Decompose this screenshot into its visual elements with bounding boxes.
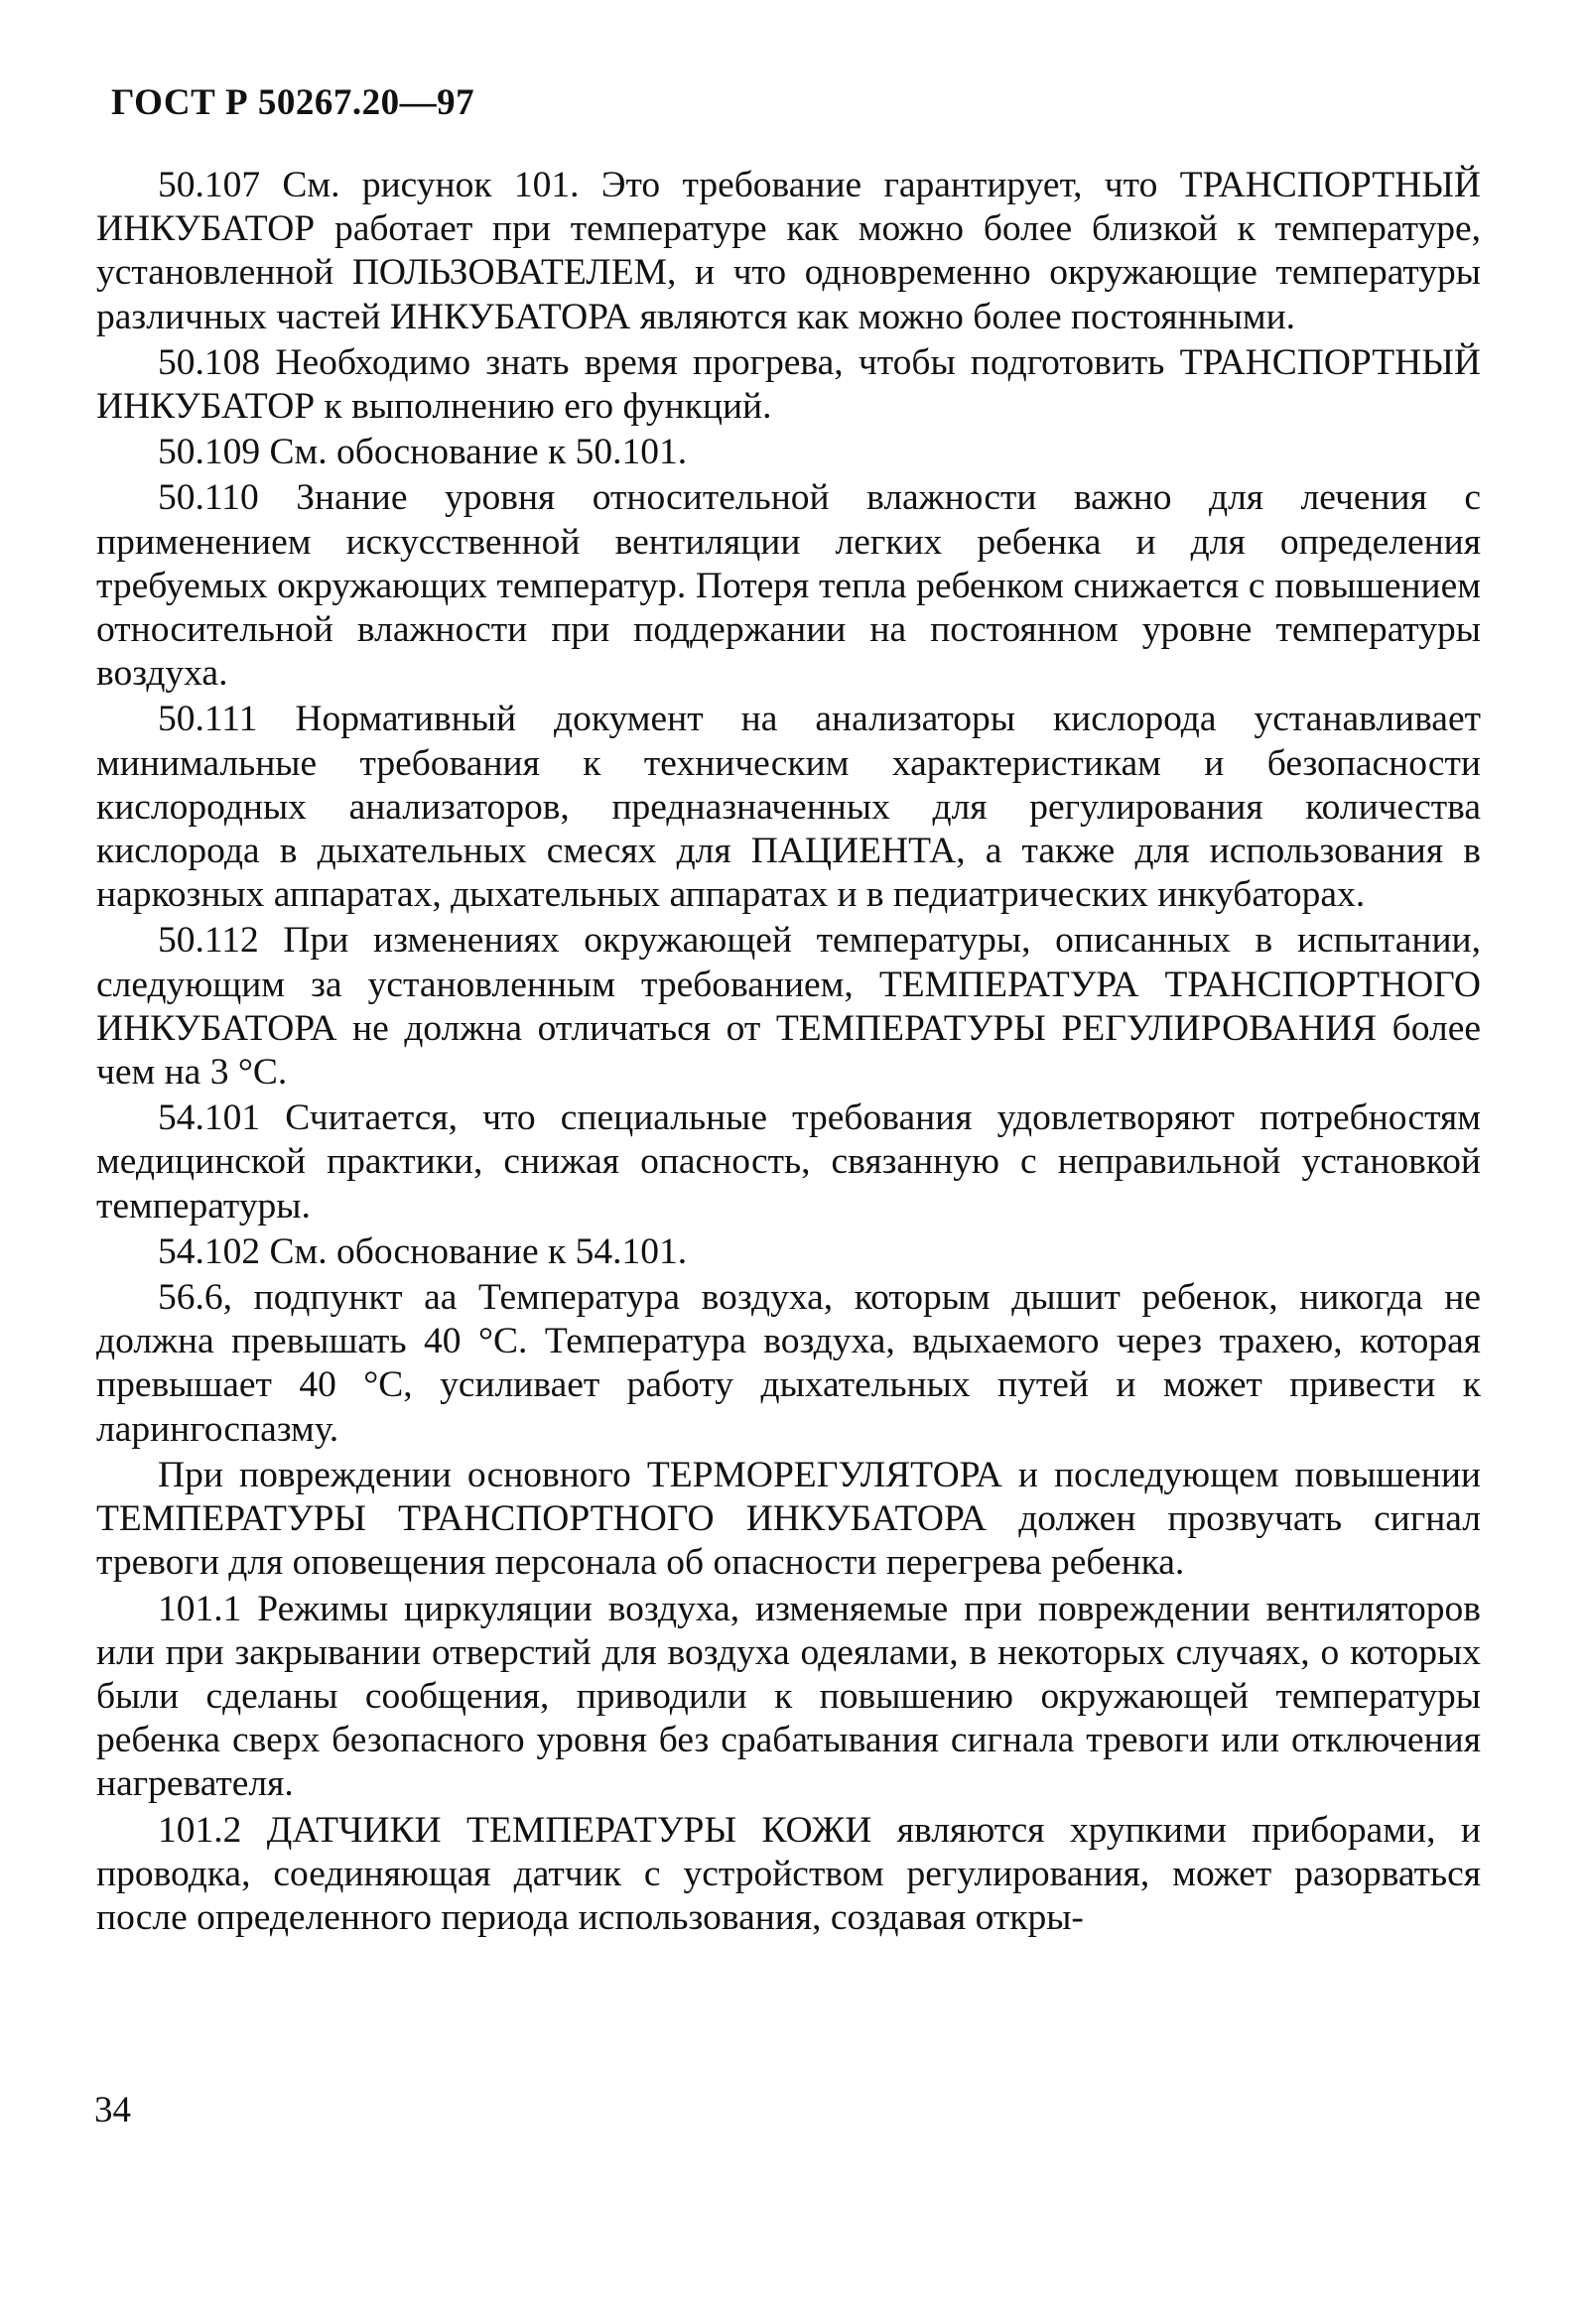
paragraph-101-2: 101.2 ДАТЧИКИ ТЕМПЕРАТУРЫ КОЖИ являются хрупкими приборами, и проводка, соединяющая датчик с устройством регулирования, может разорваться после определенного периода использования, создавая откры- [96, 1809, 1481, 1938]
paragraph-50-107: 50.107 См. рисунок 101. Это требование гарантирует, что ТРАНСПОРТНЫЙ ИНКУБАТОР работает при температуре как можно более близкой к температуре, установленной ПОЛЬЗОВАТЕЛЕМ, и что одновременно окружающие температуры различных частей ИНКУБАТОРА являются как можно более постоянными. [96, 165, 1481, 337]
paragraph-50-112: 50.112 При изменениях окружающей температуры, описанных в испытании, следующим за установленным требованием, ТЕМПЕРАТУРА ТРАНСПОРТНОГО ИНКУБАТОРА не должна отличаться от ТЕМПЕРАТУРЫ РЕГУЛИРОВАНИЯ более чем на 3 °С. [96, 920, 1481, 1094]
document-body [96, 164, 1481, 1942]
paragraph-50-111: 50.111 Нормативный документ на анализаторы кислорода устанавливает минимальные требования к техническим характеристикам и безопасности кислородных анализаторов, предназначенных для регулирования количества кислорода в дыхательных смесях для ПАЦИЕНТА, а также для использования в наркозных аппаратах, дыхательных аппаратах и в педиатрических инкубаторах. [96, 699, 1481, 916]
paragraph-thermoregulator: При повреждении основного ТЕРМОРЕГУЛЯТОРА и последующем повышении ТЕМПЕРАТУРЫ ТРАНСПОРТНОГО ИНКУБАТОРА должен прозвучать сигнал тревоги для оповещения персонала об опасности перегрева ребенка. [96, 1454, 1481, 1584]
paragraph-54-102: 54.102 См. обоснование к 54.101. [158, 1230, 688, 1272]
paragraph-56-6: 56.6, подпункт аа Температура воздуха, которым дышит ребенок, никогда не должна превышать 40 °С. Температура воздуха, вдыхаемого через трахею, которая превышает 40 °С, усиливает работу дыхательных путей и может привести к ларингоспазму. [96, 1277, 1481, 1450]
paragraph-50-110: 50.110 Знание уровня относительной влажности важно для лечения с применением искусственной вентиляции легких ребенка и для определения требуемых окружающих температур. Потеря тепла ребенком снижается с повышением относительной влажности при поддержании на постоянном уровне температуры воздуха. [96, 477, 1481, 695]
paragraph-54-101: 54.101 Считается, что специальные требования удовлетворяют потребностям медицинской практики, снижая опасность, связанную с неправильной установкой температуры. [96, 1097, 1481, 1227]
paragraph-101-1: 101.1 Режимы циркуляции воздуха, изменяемые при повреждении вентиляторов или при закрывании отверстий для воздуха одеялами, в некоторых случаях, о которых были сделаны сообщения, приводили к повышению окружающей температуры ребенка сверх безопасного уровня без срабатывания сигнала тревоги или отключения нагревателя. [96, 1588, 1481, 1805]
paragraph-50-109: 50.109 См. обоснование к 50.101. [158, 432, 688, 473]
document-header: ГОСТ Р 50267.20—97 [111, 82, 475, 123]
page-number: 34 [94, 2090, 131, 2130]
paragraph-50-108: 50.108 Необходимо знать время прогрева, чтобы подготовить ТРАНСПОРТНЫЙ ИНКУБАТОР к выполнению его функций. [96, 341, 1481, 428]
